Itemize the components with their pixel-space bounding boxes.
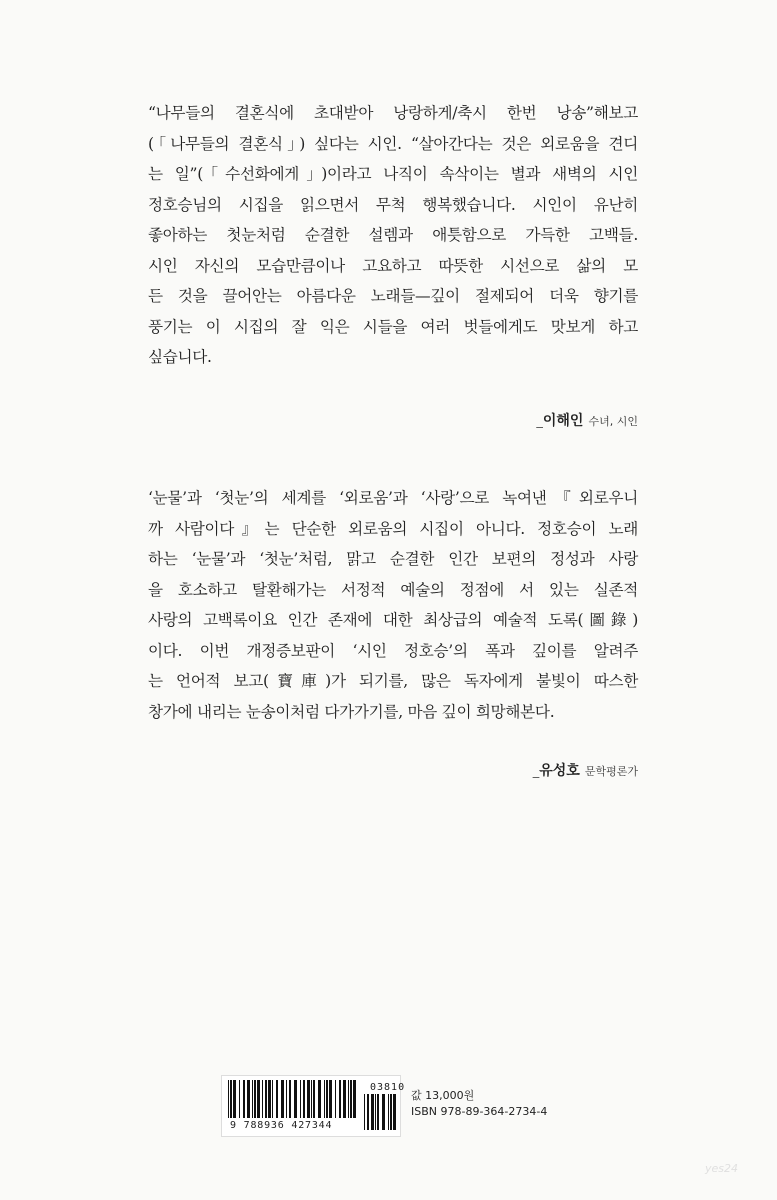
barcode-bar xyxy=(367,1094,369,1130)
text-line: (「나무들의 결혼식」) 싶다는 시인. “살아간다는 것은 외로움을 견디 xyxy=(148,134,638,153)
barcode-main-number: 9 788936 427344 xyxy=(230,1120,333,1131)
text-line: 풍기는 이 시집의 잘 익은 시들을 여러 벗들에게도 맛보게 하고 xyxy=(148,317,638,336)
byline-dash: _ xyxy=(536,414,543,429)
barcode-bar xyxy=(348,1080,349,1118)
text-line: 을 호소하고 탈환해가는 서정적 예술의 정점에 서 있는 실존적 xyxy=(148,580,638,599)
endorser-name: 유성호 xyxy=(539,763,580,779)
text-line: 정호승님의 시집을 읽으면서 무척 행복했습니다. 시인이 유난히 xyxy=(148,195,638,214)
text-line: 까 사람이다』는 단순한 외로움의 시집이 아니다. 정호승이 노래 xyxy=(148,519,638,538)
text-line: 는 언어적 보고(寶庫)가 되기를, 많은 독자에게 불빛이 따스한 xyxy=(148,672,638,690)
barcode-bar xyxy=(257,1080,260,1118)
text-line: ‘눈물’과 ‘첫눈’의 세계를 ‘외로움’과 ‘사랑’으로 녹여낸『외로우니 xyxy=(148,489,638,507)
barcode-bar xyxy=(294,1080,297,1118)
endorser-name: 이해인 xyxy=(542,413,584,429)
barcode-addon-number: 03810 xyxy=(370,1082,406,1093)
barcode-bar xyxy=(243,1080,245,1118)
barcode-bar xyxy=(239,1080,240,1118)
barcode-bar xyxy=(307,1080,310,1118)
barcode-area xyxy=(221,1075,561,1135)
barcode-bar xyxy=(281,1080,284,1118)
price-label: 값 13,000원 xyxy=(411,1089,475,1102)
endorsement-text-2 xyxy=(148,483,638,727)
barcode-bar xyxy=(300,1080,301,1118)
barcode-bar xyxy=(233,1080,236,1118)
barcode-bar xyxy=(254,1080,256,1118)
watermark-text: yes24 xyxy=(705,1162,739,1175)
barcode-bar xyxy=(382,1094,385,1130)
barcode-bar xyxy=(353,1080,356,1118)
barcode-bar xyxy=(390,1094,392,1130)
text-line: 싶습니다. xyxy=(148,348,212,366)
barcode-bar xyxy=(289,1080,291,1118)
barcode-bar xyxy=(318,1080,321,1118)
barcode-bar xyxy=(286,1080,287,1118)
barcode-bar xyxy=(230,1080,232,1118)
barcode-bar xyxy=(276,1080,278,1118)
barcode-bar xyxy=(350,1080,352,1118)
barcode-bar xyxy=(377,1094,379,1130)
endorser-byline-2 xyxy=(533,760,638,780)
isbn-barcode xyxy=(221,1075,406,1137)
barcode-bar xyxy=(272,1080,273,1118)
barcode-bar xyxy=(343,1080,346,1118)
barcode-bar xyxy=(388,1094,389,1130)
text-line: 이다. 이번 개정증보판이 ‘시인 정호승’의 폭과 깊이를 알려주 xyxy=(148,641,638,660)
barcode-bar xyxy=(252,1080,253,1118)
barcode-bar xyxy=(303,1080,305,1118)
barcode-bar xyxy=(329,1080,332,1118)
text-line: 사랑의 고백록이요 인간 존재에 대한 최상급의 예술적 도록(圖錄) xyxy=(148,611,638,629)
barcode-bar xyxy=(228,1080,229,1118)
text-line: 하는 ‘눈물’과 ‘첫눈’처럼, 맑고 순결한 인간 보편의 정성과 사랑 xyxy=(148,550,638,568)
barcode-bar xyxy=(262,1080,263,1118)
text-line: 창가에 내리는 눈송이처럼 다가가기를, 마음 깊이 희망해본다. xyxy=(148,702,555,721)
barcode-bar xyxy=(339,1080,341,1118)
barcode-bar xyxy=(393,1094,396,1130)
text-line: 시인 자신의 모습만큼이나 고요하고 따뜻한 시선으로 삶의 모 xyxy=(148,256,638,275)
barcode-bar xyxy=(326,1080,328,1118)
barcode-bar xyxy=(247,1080,250,1118)
endorser-byline-1 xyxy=(536,410,638,430)
barcode-bar xyxy=(268,1080,271,1118)
barcode-bar xyxy=(335,1080,336,1118)
barcode-bar xyxy=(313,1080,315,1118)
endorsement-text-1 xyxy=(148,98,638,373)
barcode-bar xyxy=(311,1080,312,1118)
endorser-role: 수녀, 시인 xyxy=(588,415,638,428)
barcode-bar xyxy=(375,1094,376,1130)
barcode-bar xyxy=(364,1094,365,1130)
isbn-label: ISBN 978-89-364-2734-4 xyxy=(411,1105,548,1118)
barcode-bar xyxy=(324,1080,325,1118)
text-line: “나무들의 결혼식에 초대받아 낭랑하게/축시 한번 낭송”해보고 xyxy=(148,104,638,122)
barcode-bar xyxy=(371,1094,374,1130)
endorser-role: 문학평론가 xyxy=(584,765,638,778)
text-line: 좋아하는 첫눈처럼 순결한 설렘과 애틋함으로 가득한 고백들. xyxy=(148,226,638,244)
byline-dash: _ xyxy=(532,764,540,779)
text-line: 는 일”(「수선화에게」)이라고 나직이 속삭이는 별과 새벽의 시인 xyxy=(148,165,638,183)
text-line: 든 것을 끌어안는 아름다운 노래들—깊이 절제되어 더욱 향기를 xyxy=(148,287,638,305)
barcode-bar xyxy=(265,1080,267,1118)
